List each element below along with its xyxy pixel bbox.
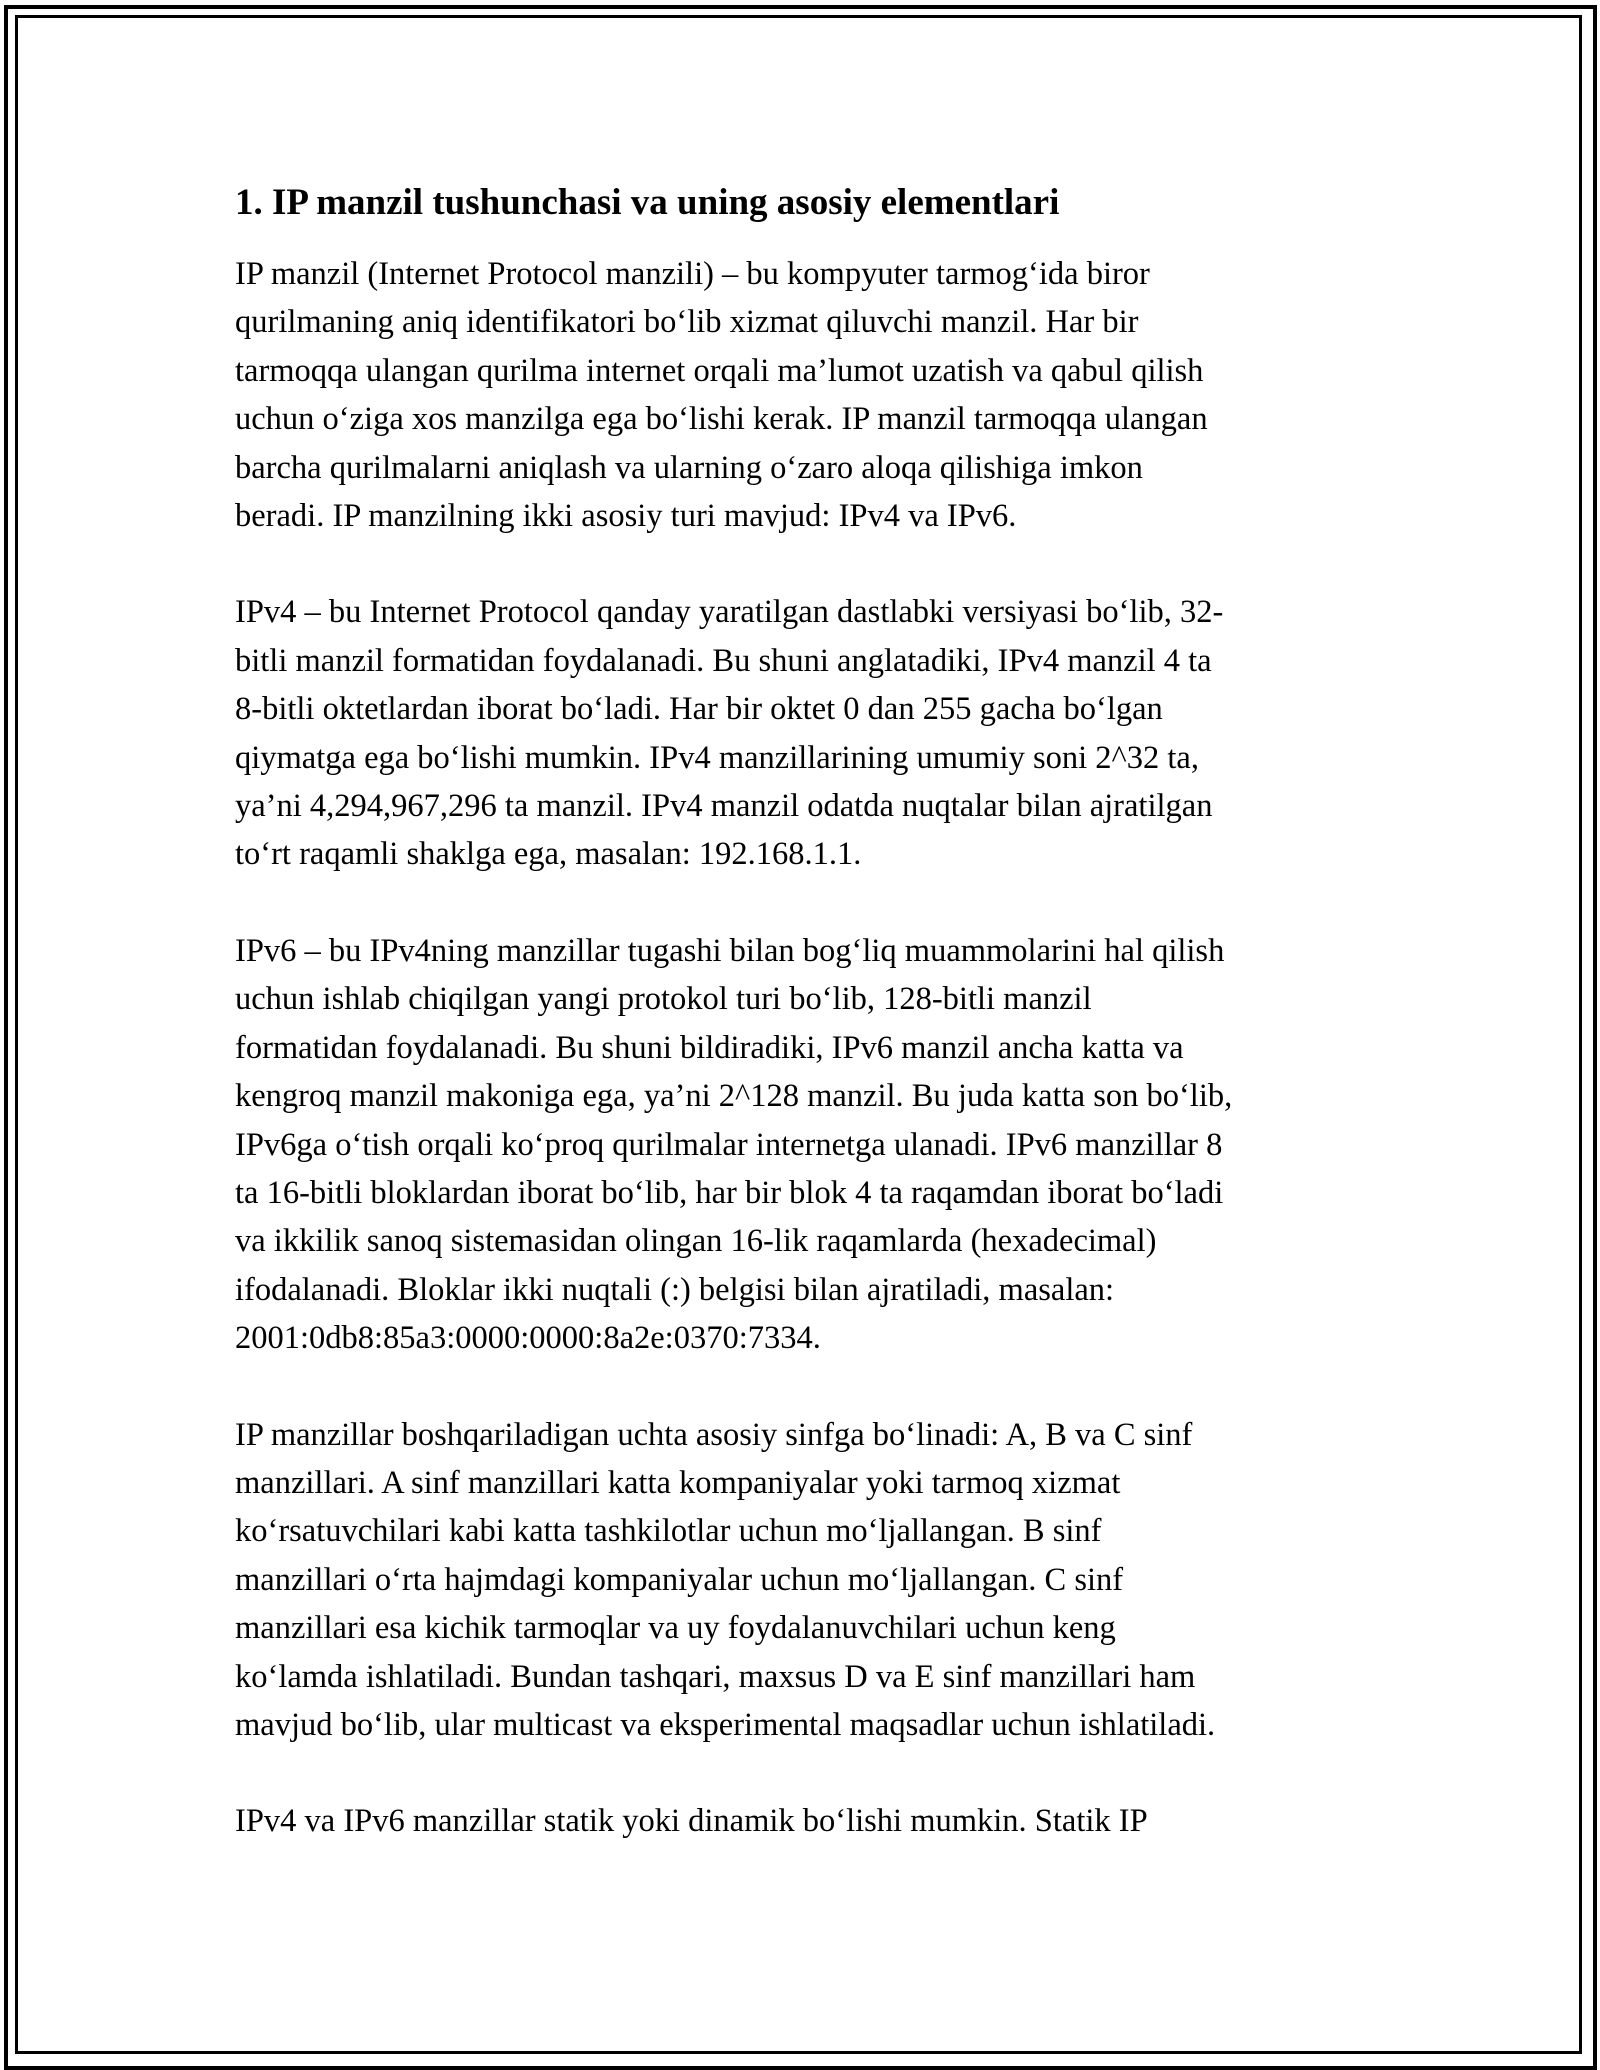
paragraph-4 <box>235 1411 1375 1750</box>
text-line: IPv6ga o‘tish orqali ko‘proq qurilmalar internetga ulanadi. IPv6 manzillar 8 <box>235 1126 1223 1163</box>
text-line: to‘rt raqamli shaklga ega, masalan: 192.168.1.1. <box>235 836 862 873</box>
text-line: tarmoqqa ulangan qurilma internet orqali ma’lumot uzatish va qabul qilish <box>235 352 1204 389</box>
text-line: ko‘rsatuvchilari kabi katta tashkilotlar uchun mo‘ljallangan. B sinf <box>235 1513 1102 1550</box>
paragraph-1 <box>235 250 1375 540</box>
text-line: barcha qurilmalarni aniqlash va ularning o‘zaro aloqa qilishiga imkon <box>235 449 1143 486</box>
text-line: mavjud bo‘lib, ular multicast va eksperimental maqsadlar uchun ishlatiladi. <box>235 1706 1216 1743</box>
text-line: IP manzil (Internet Protocol manzili) – bu kompyuter tarmog‘ida biror <box>235 256 1150 292</box>
text-line: beradi. IP manzilning ikki asosiy turi mavjud: IPv4 va IPv6. <box>235 498 1017 535</box>
text-line: ta 16-bitli bloklardan iborat bo‘lib, har bir blok 4 ta raqamdan iborat bo‘ladi <box>235 1174 1224 1211</box>
text-line: qiymatga ega bo‘lishi mumkin. IPv4 manzillarining umumiy soni 2^32 ta, <box>235 739 1199 776</box>
section-heading: 1. IP manzil tushunchasi va uning asosiy elementlari <box>235 182 1060 223</box>
text-line: ifodalanadi. Bloklar ikki nuqtali (:) belgisi bilan ajratiladi, masalan: <box>235 1271 1115 1308</box>
paragraph-3 <box>235 927 1375 1363</box>
text-line: ko‘lamda ishlatiladi. Bundan tashqari, maxsus D va E sinf manzillari ham <box>235 1658 1196 1695</box>
document-body <box>235 178 1375 1894</box>
text-line: manzillari. A sinf manzillari katta kompaniyalar yoki tarmoq xizmat <box>235 1464 1121 1501</box>
text-line: 8-bitli oktetlardan iborat bo‘ladi. Har bir oktet 0 dan 255 gacha bo‘lgan <box>235 691 1163 728</box>
text-line: manzillari esa kichik tarmoqlar va uy foydalanuvchilari uchun keng <box>235 1610 1116 1647</box>
text-line: va ikkilik sanoq sistemasidan olingan 16-lik raqamlarda (hexadecimal) <box>235 1223 1157 1260</box>
text-line: bitli manzil formatidan foydalanadi. Bu shuni anglatadiki, IPv4 manzil 4 ta <box>235 642 1212 679</box>
text-line: IP manzillar boshqariladigan uchta asosiy sinfga bo‘linadi: A, B va C sinf <box>235 1416 1193 1453</box>
paragraph-list <box>235 250 1375 1846</box>
text-line: 2001:0db8:85a3:0000:0000:8a2e:0370:7334. <box>235 1320 821 1357</box>
text-line: IPv4 va IPv6 manzillar statik yoki dinamik bo‘lishi mumkin. Statik IP <box>235 1803 1148 1840</box>
paragraph-5 <box>235 1797 1375 1845</box>
text-line: uchun ishlab chiqilgan yangi protokol turi bo‘lib, 128-bitli manzil <box>235 981 1092 1018</box>
text-line: IPv6 – bu IPv4ning manzillar tugashi bilan bog‘liq muammolarini hal qilish <box>235 932 1225 969</box>
text-line: qurilmaning aniq identifikatori bo‘lib xizmat qiluvchi manzil. Har bir <box>235 304 1139 341</box>
paragraph-2 <box>235 588 1375 878</box>
text-line: formatidan foydalanadi. Bu shuni bildiradiki, IPv6 manzil ancha katta va <box>235 1029 1184 1066</box>
text-line: kengroq manzil makoniga ega, ya’ni 2^128 manzil. Bu juda katta son bo‘lib, <box>235 1078 1233 1115</box>
text-line: IPv4 – bu Internet Protocol qanday yaratilgan dastlabki versiyasi bo‘lib, 32- <box>235 594 1224 631</box>
text-line: uchun o‘ziga xos manzilga ega bo‘lishi kerak. IP manzil tarmoqqa ulangan <box>235 401 1208 438</box>
text-line: manzillari o‘rta hajmdagi kompaniyalar uchun mo‘ljallangan. C sinf <box>235 1561 1124 1598</box>
text-line: ya’ni 4,294,967,296 ta manzil. IPv4 manzil odatda nuqtalar bilan ajratilgan <box>235 788 1213 825</box>
